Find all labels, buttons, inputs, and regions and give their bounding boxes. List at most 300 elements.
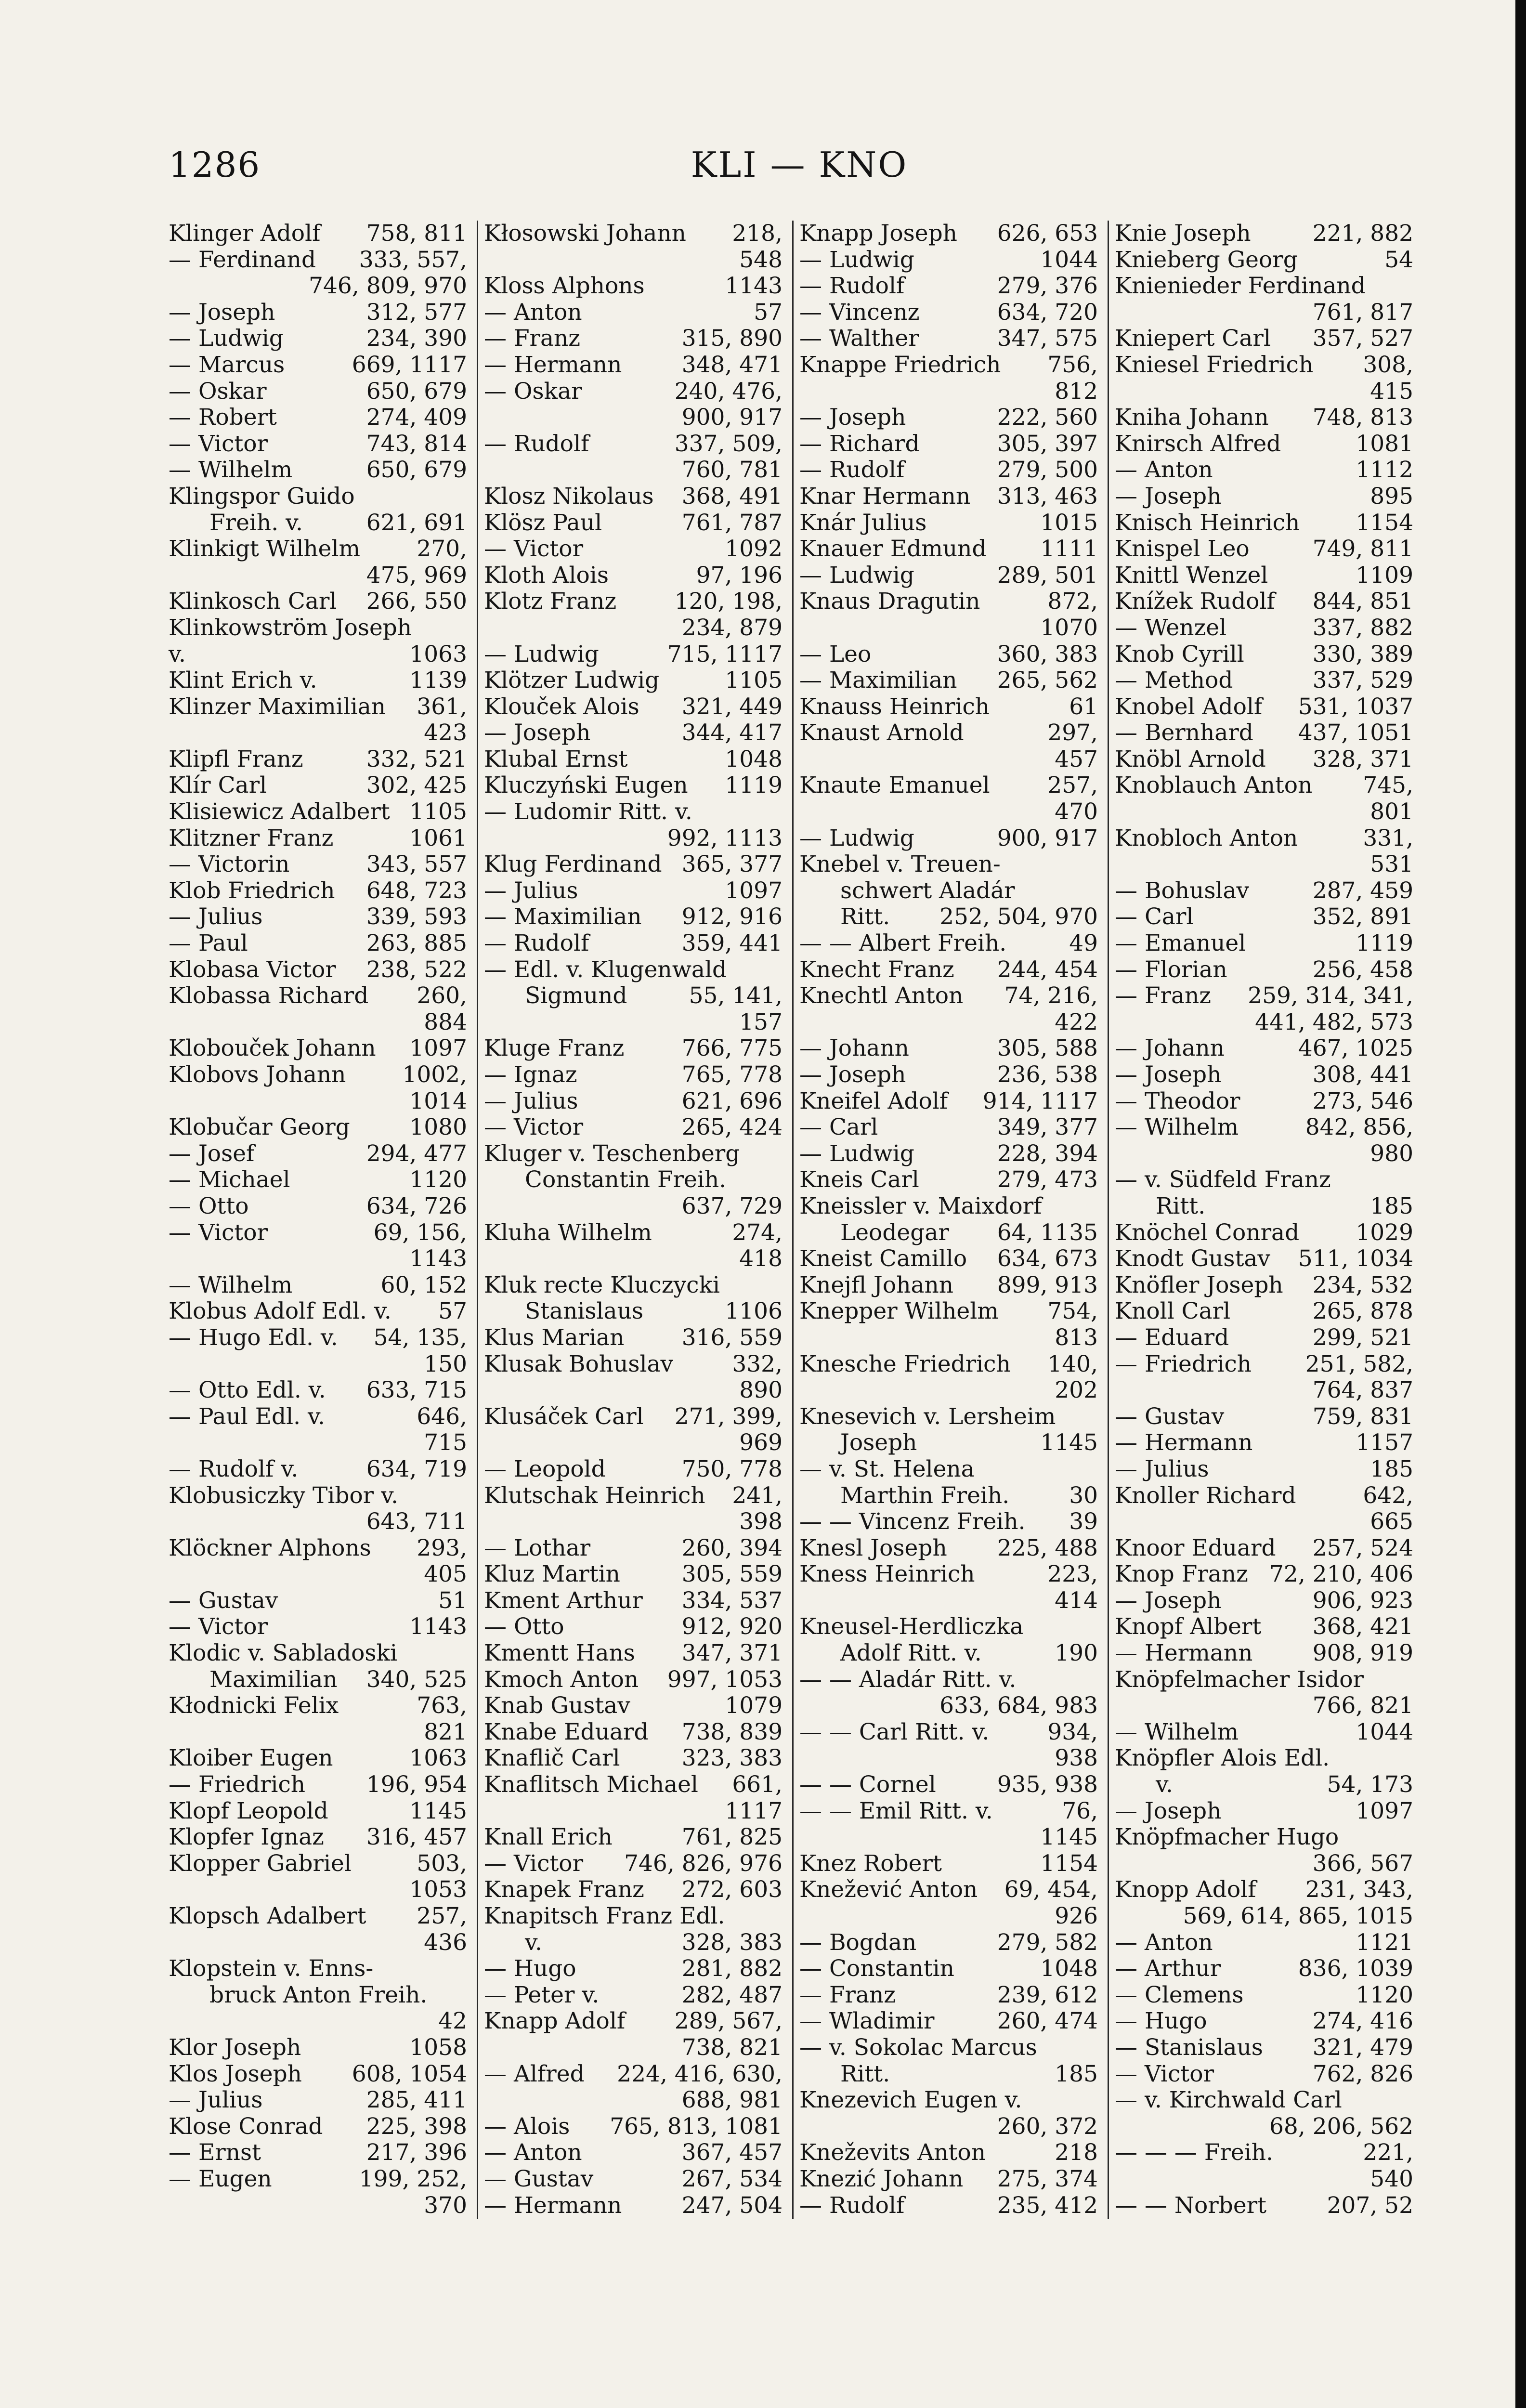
entry-pages: 1097: [1356, 1797, 1413, 1824]
index-entry: [799, 799, 1098, 825]
entry-pages: 241,: [732, 1482, 783, 1509]
entry-pages: 634, 673: [997, 1245, 1098, 1272]
index-entry: [484, 1325, 783, 1351]
entry-name: — Oskar: [169, 378, 267, 405]
index-entry: [1115, 1824, 1413, 1851]
entry-name: — Julius: [169, 903, 263, 930]
index-entry: [799, 720, 1098, 746]
entry-pages: 980: [1370, 1140, 1413, 1167]
index-entry: [1115, 720, 1413, 746]
entry-name: — Carl: [1115, 903, 1194, 930]
entry-name: Klodic v. Sabladoski: [169, 1640, 398, 1667]
page-title: KLI — KNO: [691, 144, 908, 185]
entry-name: Knez Robert: [799, 1850, 942, 1877]
entry-pages: 222, 560: [997, 404, 1098, 431]
entry-pages: 1120: [1356, 1981, 1413, 2008]
entry-pages: 423: [424, 720, 467, 746]
entry-pages: 648, 723: [366, 877, 467, 904]
entry-name: — Anton: [1115, 457, 1213, 484]
index-entry: [799, 2008, 1098, 2035]
index-entry: [1115, 1483, 1413, 1509]
entry-pages: 42: [438, 2008, 467, 2035]
entry-name: — Ernst: [169, 2139, 261, 2166]
entry-pages: 328, 371: [1312, 746, 1413, 772]
entry-pages: 235, 412: [997, 2192, 1098, 2219]
entry-pages: 55, 141,: [689, 982, 783, 1009]
entry-pages: 569, 614, 865, 1015: [1183, 1903, 1413, 1929]
entry-pages: 275, 374: [997, 2165, 1098, 2192]
index-entry: [1115, 2140, 1413, 2166]
entry-name: Knaute Emanuel: [799, 772, 990, 799]
index-entry: [1115, 2087, 1413, 2114]
entry-name: Knezić Johann: [799, 2165, 964, 2192]
column-divider: [1108, 221, 1109, 2219]
index-entry: [799, 1745, 1098, 1772]
index-entry: [169, 720, 467, 746]
index-entry: [169, 379, 467, 405]
entry-pages: 540: [1370, 2165, 1413, 2192]
index-entry: [484, 510, 783, 537]
index-entry: [484, 2114, 783, 2140]
entry-pages: 260,: [417, 982, 467, 1009]
entry-name: Stanislaus: [525, 1298, 643, 1325]
index-entry: [484, 1588, 783, 1614]
entry-name: Ritt.: [840, 903, 890, 930]
entry-pages: 302, 425: [366, 772, 467, 799]
entry-name: Knöfler Joseph: [1115, 1271, 1283, 1298]
entry-pages: 360, 383: [997, 641, 1098, 667]
index-entry: [1115, 694, 1413, 720]
entry-name: Kluha Wilhelm: [484, 1219, 652, 1246]
entry-pages: 997, 1053: [667, 1666, 783, 1693]
index-entry: [484, 1377, 783, 1404]
entry-name: — Rudolf v.: [169, 1455, 299, 1482]
index-entry: [484, 1272, 783, 1299]
entry-name: Klobouček Johann: [169, 1035, 376, 1062]
entry-name: — — Norbert: [1115, 2192, 1267, 2219]
entry-pages: 54, 135,: [373, 1324, 467, 1351]
entry-pages: 872,: [1047, 588, 1098, 615]
entry-name: — Victor: [484, 1114, 584, 1141]
entry-pages: 1014: [409, 1087, 467, 1114]
entry-pages: 321, 479: [1312, 2034, 1413, 2061]
index-entry: [1115, 667, 1413, 694]
entry-name: Knie Joseph: [1115, 220, 1251, 247]
index-entry: [799, 1719, 1098, 1746]
index-entry: [1115, 983, 1413, 1009]
entry-pages: 1002,: [402, 1061, 467, 1088]
entry-name: — Franz: [484, 325, 581, 352]
index-entry: [169, 1088, 467, 1115]
entry-pages: 992, 1113: [667, 824, 783, 851]
entry-pages: 1079: [725, 1692, 783, 1719]
index-entry: [1115, 1745, 1413, 1772]
entry-pages: 1139: [409, 667, 467, 694]
index-entry: [799, 615, 1098, 641]
entry-pages: 766, 775: [681, 1035, 783, 1062]
entry-pages: 221, 882: [1312, 220, 1413, 247]
entry-pages: 1154: [1040, 1850, 1098, 1877]
entry-pages: 256, 458: [1312, 956, 1413, 983]
entry-pages: 61: [1069, 693, 1098, 720]
entry-name: — Joseph: [1115, 1061, 1222, 1088]
entry-name: v.: [169, 641, 186, 667]
index-entry: [484, 326, 783, 352]
entry-pages: 642,: [1363, 1482, 1413, 1509]
entry-pages: 1080: [409, 1114, 467, 1141]
entry-pages: 738, 839: [681, 1718, 783, 1745]
entry-pages: 1143: [409, 1613, 467, 1640]
entry-pages: 643, 711: [366, 1508, 467, 1535]
index-entry: [799, 957, 1098, 983]
entry-pages: 761, 787: [681, 509, 783, 536]
entry-pages: 1097: [409, 1035, 467, 1062]
entry-pages: 761, 825: [681, 1824, 783, 1851]
entry-name: Knezevich Eugen v.: [799, 2087, 1022, 2114]
index-entry: [484, 457, 783, 484]
index-entry: [484, 957, 783, 983]
entry-pages: 1145: [1040, 1824, 1098, 1851]
index-entry: [484, 1298, 783, 1325]
index-entry: [484, 2008, 783, 2035]
index-entry: [1115, 379, 1413, 405]
entry-name: Knoll Carl: [1115, 1298, 1231, 1325]
entry-name: Klor Joseph: [169, 2034, 301, 2061]
entry-name: bruck Anton Freih.: [209, 1981, 428, 2008]
index-entry: [169, 1693, 467, 1719]
entry-name: v.: [525, 1929, 542, 1956]
entry-pages: 316, 559: [681, 1324, 783, 1351]
entry-pages: 938: [1055, 1745, 1098, 1772]
index-entry: [799, 1535, 1098, 1562]
index-entry: [484, 1824, 783, 1851]
index-entry: [799, 563, 1098, 589]
index-columns: [169, 220, 1430, 2219]
entry-pages: 765, 778: [681, 1061, 783, 1088]
entry-name: Joseph: [840, 1429, 917, 1456]
index-entry: [799, 326, 1098, 352]
entry-pages: 1119: [1356, 930, 1413, 957]
entry-pages: 347, 575: [997, 325, 1098, 352]
entry-pages: 746, 809, 970: [309, 273, 467, 300]
index-entry: [1115, 2035, 1413, 2061]
entry-pages: 475, 969: [366, 562, 467, 589]
entry-name: Klipfl Franz: [169, 746, 303, 772]
index-entry: [1115, 851, 1413, 878]
entry-pages: 334, 537: [681, 1587, 783, 1614]
index-entry: [484, 352, 783, 379]
index-entry: [484, 1614, 783, 1640]
entry-pages: 279, 582: [997, 1929, 1098, 1956]
entry-name: Knapitsch Franz Edl.: [484, 1903, 725, 1929]
entry-pages: 279, 376: [997, 273, 1098, 300]
index-entry: [169, 1009, 467, 1036]
entry-name: Sigmund: [525, 982, 627, 1009]
index-entry: [484, 1009, 783, 1036]
index-entry: [169, 1903, 467, 1930]
entry-name: — Rudolf: [484, 930, 589, 957]
entry-pages: 285, 411: [366, 2087, 467, 2114]
index-entry: [799, 930, 1098, 957]
entry-name: Kneist Camillo: [799, 1245, 967, 1272]
index-entry: [1115, 641, 1413, 668]
index-entry: [484, 273, 783, 300]
entry-pages: 633, 715: [366, 1377, 467, 1404]
index-entry: [799, 1167, 1098, 1193]
entry-pages: 766, 821: [1312, 1692, 1413, 1719]
index-entry: [799, 405, 1098, 431]
entry-pages: 1105: [409, 798, 467, 825]
entry-name: — Constantin: [799, 1955, 954, 1982]
entry-pages: 313, 463: [997, 483, 1098, 510]
entry-pages: 437, 1051: [1298, 720, 1413, 746]
entry-name: Knechtl Anton: [799, 982, 964, 1009]
entry-pages: 260, 394: [681, 1534, 783, 1561]
index-entry: [169, 1430, 467, 1456]
index-entry: [484, 1456, 783, 1483]
index-entry: [799, 1588, 1098, 1614]
entry-name: Knížek Rudolf: [1115, 588, 1275, 615]
entry-name: Knienieder Ferdinand: [1115, 273, 1366, 300]
index-entry: [1115, 1167, 1413, 1193]
index-entry: [1115, 825, 1413, 852]
entry-name: Klutschak Heinrich: [484, 1482, 705, 1509]
index-entry: [1115, 536, 1413, 563]
entry-pages: 251, 582,: [1305, 1350, 1413, 1377]
entry-name: — v. St. Helena: [799, 1455, 975, 1482]
entry-pages: 289, 567,: [674, 2008, 783, 2035]
entry-pages: 340, 525: [366, 1666, 467, 1693]
entry-name: — Gustav: [1115, 1403, 1225, 1430]
index-entry: [169, 1824, 467, 1851]
entry-pages: 347, 371: [681, 1640, 783, 1667]
entry-name: — Leo: [799, 641, 872, 667]
index-entry: [799, 1430, 1098, 1456]
entry-pages: 234, 532: [1312, 1271, 1413, 1298]
index-entry: [799, 1456, 1098, 1483]
entry-name: Kloiber Eugen: [169, 1745, 333, 1772]
entry-pages: 279, 473: [997, 1166, 1098, 1193]
entry-pages: 225, 398: [366, 2113, 467, 2140]
entry-name: Kluz Martin: [484, 1561, 620, 1588]
index-entry: [484, 563, 783, 589]
index-entry: [799, 746, 1098, 773]
entry-name: — Robert: [169, 404, 277, 431]
entry-name: Maximilian: [209, 1666, 338, 1693]
index-entry: [1115, 405, 1413, 431]
index-entry: [1115, 1193, 1413, 1220]
entry-pages: 321, 449: [681, 693, 783, 720]
entry-pages: 813: [1055, 1324, 1098, 1351]
entry-name: — Anton: [484, 2139, 582, 2166]
index-column-3: [799, 221, 1098, 2219]
index-entry: [1115, 484, 1413, 510]
entry-pages: 895: [1370, 483, 1413, 510]
entry-pages: 715: [424, 1429, 467, 1456]
entry-pages: 359, 441: [681, 930, 783, 957]
index-entry: [1115, 510, 1413, 537]
entry-name: Knopp Adolf: [1115, 1876, 1256, 1903]
entry-pages: 308, 441: [1312, 1061, 1413, 1088]
entry-pages: 289, 501: [997, 562, 1098, 589]
index-entry: [169, 1456, 467, 1483]
entry-name: Knopf Albert: [1115, 1613, 1262, 1640]
index-entry: [484, 1141, 783, 1167]
entry-pages: 68, 206, 562: [1269, 2113, 1413, 2140]
entry-name: — Joseph: [169, 299, 275, 326]
index-entry: [484, 1982, 783, 2009]
index-entry: [169, 1272, 467, 1299]
index-entry: [169, 799, 467, 825]
entry-name: Knab Gustav: [484, 1692, 630, 1719]
index-entry: [169, 1246, 467, 1272]
entry-pages: 331,: [1363, 824, 1413, 851]
entry-pages: 190: [1055, 1640, 1098, 1667]
entry-name: Knesevich v. Lersheim: [799, 1403, 1056, 1430]
index-entry: [799, 431, 1098, 458]
entry-pages: 503,: [417, 1850, 467, 1877]
index-entry: [1115, 1667, 1413, 1693]
entry-pages: 39: [1069, 1508, 1098, 1535]
entry-name: — — Carl Ritt. v.: [799, 1718, 990, 1745]
entry-pages: 293,: [417, 1534, 467, 1561]
entry-name: Klubal Ernst: [484, 746, 628, 772]
index-entry: [799, 1220, 1098, 1246]
scan-border: [1515, 0, 1526, 2408]
entry-name: Klír Carl: [169, 772, 267, 799]
index-entry: [484, 1798, 783, 1825]
entry-pages: 969: [739, 1429, 783, 1456]
index-entry: [484, 2140, 783, 2166]
entry-pages: 1092: [725, 536, 783, 563]
entry-name: Kłodnicki Felix: [169, 1692, 339, 1719]
entry-name: Kluk recte Kluczycki: [484, 1271, 720, 1298]
entry-name: — Clemens: [1115, 1981, 1244, 2008]
entry-name: Adolf Ritt. v.: [840, 1640, 982, 1667]
index-entry: [799, 1693, 1098, 1719]
index-entry: [799, 2140, 1098, 2166]
entry-pages: 1105: [725, 667, 783, 694]
index-entry: [169, 2193, 467, 2219]
entry-pages: 51: [438, 1587, 467, 1614]
entry-pages: 239, 612: [997, 1981, 1098, 2008]
entry-name: Knobel Adolf: [1115, 693, 1263, 720]
index-entry: [799, 1798, 1098, 1825]
entry-name: Knauss Heinrich: [799, 693, 990, 720]
index-entry: [799, 1877, 1098, 1903]
index-entry: [1115, 1404, 1413, 1430]
index-entry: [799, 221, 1098, 247]
entry-name: — Bogdan: [799, 1929, 917, 1956]
entry-pages: 1063: [409, 641, 467, 667]
index-entry: [169, 2061, 467, 2088]
index-entry: [169, 1114, 467, 1141]
entry-name: Knöbl Arnold: [1115, 746, 1266, 772]
index-entry: [169, 957, 467, 983]
index-entry: [169, 930, 467, 957]
index-entry: [484, 878, 783, 904]
entry-pages: 746, 826, 976: [624, 1850, 783, 1877]
entry-name: — Anton: [484, 299, 582, 326]
index-entry: [799, 2114, 1098, 2140]
entry-pages: 899, 913: [997, 1271, 1098, 1298]
index-entry: [799, 825, 1098, 852]
entry-pages: 415: [1370, 378, 1413, 405]
entry-name: — Wenzel: [1115, 614, 1227, 641]
entry-pages: 218: [1055, 2139, 1098, 2166]
index-entry: [169, 1719, 467, 1746]
index-entry: [1115, 1982, 1413, 2009]
entry-pages: 608, 1054: [352, 2060, 467, 2087]
entry-name: Ritt.: [1156, 1192, 1206, 1219]
entry-pages: 398: [739, 1508, 783, 1535]
entry-name: — Otto: [484, 1613, 564, 1640]
entry-name: Knepper Wilhelm: [799, 1298, 999, 1325]
index-entry: [169, 746, 467, 773]
index-entry: [799, 379, 1098, 405]
index-entry: [1115, 1719, 1413, 1746]
entry-name: — Joseph: [484, 720, 591, 746]
entry-pages: 764, 837: [1312, 1377, 1413, 1404]
index-entry: [169, 825, 467, 852]
entry-pages: 305, 588: [997, 1035, 1098, 1062]
entry-name: — Hermann: [484, 351, 622, 378]
entry-pages: 57: [438, 1298, 467, 1325]
entry-pages: 97, 196: [696, 562, 783, 589]
index-entry: [799, 510, 1098, 537]
entry-pages: 366, 567: [1312, 1850, 1413, 1877]
index-entry: [799, 1272, 1098, 1299]
entry-pages: 1143: [725, 273, 783, 300]
entry-pages: 185: [1370, 1455, 1413, 1482]
entry-pages: 844, 851: [1312, 588, 1413, 615]
index-entry: [484, 1851, 783, 1877]
index-entry: [1115, 221, 1413, 247]
index-entry: [799, 1614, 1098, 1640]
entry-pages: 912, 916: [681, 903, 783, 930]
entry-pages: 665: [1370, 1508, 1413, 1535]
entry-name: Knár Julius: [799, 509, 927, 536]
index-entry: [799, 2166, 1098, 2193]
entry-pages: 157: [739, 1008, 783, 1035]
entry-name: Knoller Richard: [1115, 1482, 1296, 1509]
index-entry: [799, 1114, 1098, 1141]
entry-pages: 361,: [417, 693, 467, 720]
entry-name: Kniesel Friedrich: [1115, 351, 1314, 378]
entry-pages: 646,: [417, 1403, 467, 1430]
entry-name: Kloth Alois: [484, 562, 609, 589]
entry-name: — Emanuel: [1115, 930, 1246, 957]
entry-name: — Method: [1115, 667, 1233, 694]
entry-pages: 259, 314, 341,: [1248, 982, 1413, 1009]
entry-name: Kness Heinrich: [799, 1561, 975, 1588]
page-header: [169, 144, 1430, 197]
entry-name: — v. Sokolac Marcus: [799, 2034, 1037, 2061]
entry-pages: 1157: [1356, 1429, 1413, 1456]
index-entry: [169, 904, 467, 930]
index-entry: [1115, 1377, 1413, 1404]
entry-name: — Eugen: [169, 2165, 272, 2192]
entry-name: — Alfred: [484, 2060, 585, 2087]
index-entry: [169, 2035, 467, 2061]
entry-name: Knöpfmacher Hugo: [1115, 1824, 1339, 1851]
index-entry: [484, 667, 783, 694]
index-entry: [484, 1509, 783, 1535]
entry-name: Klösz Paul: [484, 509, 602, 536]
entry-name: Kmentt Hans: [484, 1640, 635, 1667]
entry-pages: 836, 1039: [1298, 1955, 1413, 1982]
entry-pages: 1015: [1040, 509, 1098, 536]
